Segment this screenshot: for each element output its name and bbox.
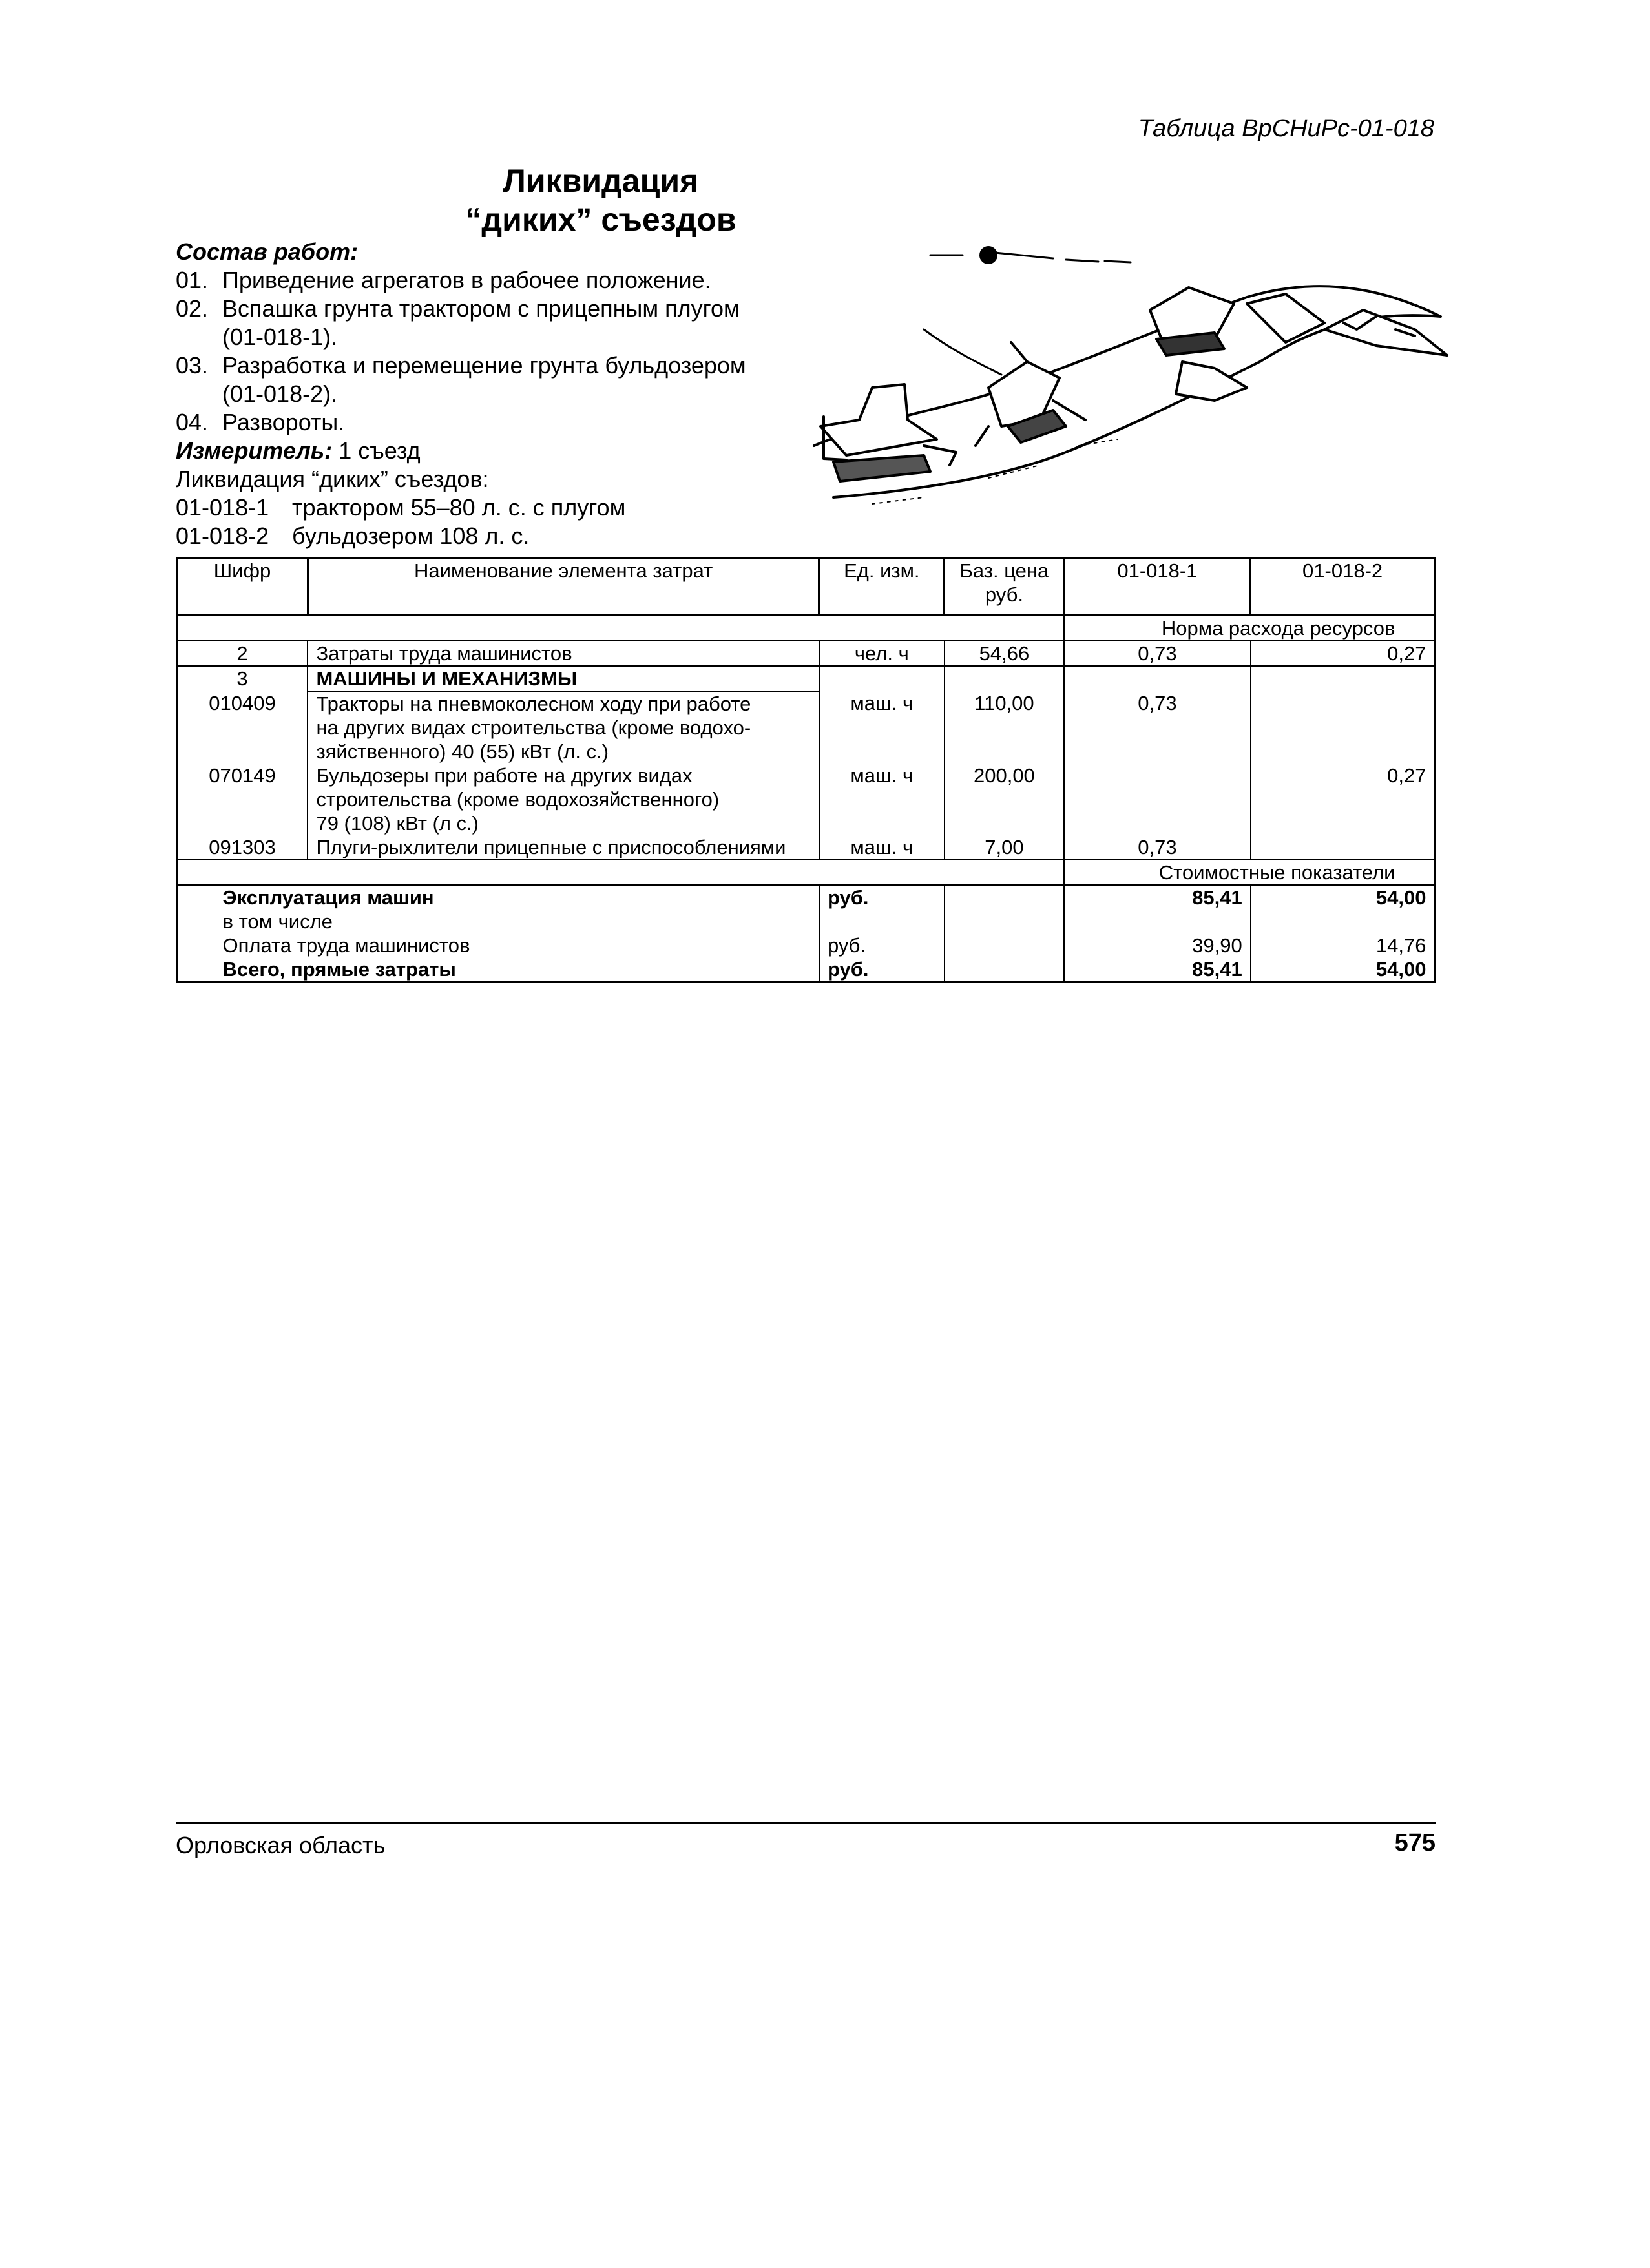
empty-cell	[945, 885, 1064, 910]
cost-variant-2: 14,76	[1251, 933, 1435, 957]
row-variant-1: 0,73	[1064, 835, 1251, 860]
row-name	[308, 691, 819, 764]
row-variant-1	[1064, 764, 1251, 835]
cost-name: в том числе	[177, 910, 819, 933]
meter-line	[176, 437, 822, 465]
header-price-line2: руб.	[985, 583, 1023, 606]
variant-text: трактором 55–80 л. с. с плугом	[292, 494, 626, 521]
row-variant-2: 0,27	[1251, 641, 1435, 666]
header-variant-2: 01-018-2	[1251, 558, 1435, 616]
header-name: Наименование элемента затрат	[308, 558, 819, 616]
header-price	[945, 558, 1064, 616]
row-code: 2	[177, 641, 308, 666]
variant-line	[176, 522, 822, 550]
work-item-text: Разработка и перемещение грунта бульдозером	[222, 352, 746, 379]
row-variant-2	[1251, 691, 1435, 764]
row-name-line: зяйственного) 40 (55) кВт (л. с.)	[316, 740, 609, 763]
work-item-num: 04.	[176, 409, 209, 435]
header-unit: Ед. изм.	[819, 558, 945, 616]
work-item	[176, 266, 822, 295]
cost-variant-2	[1251, 910, 1435, 933]
empty-cell	[945, 933, 1064, 957]
table-row	[177, 691, 1435, 764]
cost-unit: руб.	[819, 933, 945, 957]
row-unit: маш. ч	[819, 835, 945, 860]
cost-variant-1: 85,41	[1064, 885, 1251, 910]
footer-divider	[176, 1822, 1436, 1824]
work-item-num: 03.	[176, 352, 209, 379]
work-item	[176, 295, 822, 323]
section-blank	[177, 860, 1065, 885]
row-variant-2	[1251, 835, 1435, 860]
footer-region: Орловская область	[176, 1832, 386, 1858]
machines-heading: МАШИНЫ И МЕХАНИЗМЫ	[308, 666, 819, 691]
header-variant-1: 01-018-1	[1064, 558, 1251, 616]
cost-variant-1: 39,90	[1064, 933, 1251, 957]
row-name-line: строительства (кроме водохозяйственного)	[316, 788, 720, 811]
empty-cell	[945, 910, 1064, 933]
variant-code: 01-018-1	[176, 494, 269, 521]
cost-section-label: Стоимостные показатели	[1064, 860, 1434, 885]
table-reference: Таблица ВрСНиРс-01-018	[1138, 115, 1434, 142]
work-description	[176, 238, 822, 550]
variant-text: бульдозером 108 л. с.	[292, 523, 530, 549]
cost-unit: руб.	[819, 885, 945, 910]
row-price: 7,00	[945, 835, 1064, 860]
table-header-row	[177, 558, 1435, 616]
row-price: 54,66	[945, 641, 1064, 666]
cost-name: Всего, прямые затраты	[177, 957, 819, 983]
row-variant-1: 0,73	[1064, 691, 1251, 764]
row-price: 110,00	[945, 691, 1064, 764]
empty-cell	[819, 666, 945, 691]
empty-cell	[945, 666, 1064, 691]
row-code: 3	[177, 666, 308, 691]
row-name-line: на других видах строительства (кроме водохо-	[316, 716, 751, 739]
row-code: 070149	[177, 764, 308, 835]
row-unit: маш. ч	[819, 764, 945, 835]
table-row	[177, 835, 1435, 860]
row-name: Затраты труда машинистов	[308, 641, 819, 666]
empty-cell	[1064, 666, 1251, 691]
row-unit: маш. ч	[819, 691, 945, 764]
cost-unit	[819, 910, 945, 933]
empty-cell	[1251, 666, 1435, 691]
cost-variant-1: 85,41	[1064, 957, 1251, 983]
cost-table	[176, 557, 1436, 983]
work-item	[176, 408, 822, 437]
meter-label: Измеритель:	[176, 437, 333, 464]
row-code: 091303	[177, 835, 308, 860]
page-number: 575	[1394, 1829, 1436, 1857]
row-name-line: Бульдозеры при работе на других видах	[316, 764, 693, 787]
work-item-text: Вспашка грунта трактором с прицепным плугом	[222, 295, 740, 322]
title-line-2: “диких” съездов	[465, 202, 736, 238]
page-title	[362, 161, 840, 239]
work-item-num: 02.	[176, 295, 209, 322]
variant-code: 01-018-2	[176, 523, 269, 549]
cost-name: Эксплуатация машин	[177, 885, 819, 910]
work-item-cont: (01-018-1).	[222, 324, 338, 350]
norm-section-row	[177, 616, 1435, 641]
cost-section-row	[177, 860, 1435, 885]
work-item	[176, 351, 822, 380]
work-label: Состав работ:	[176, 238, 359, 265]
row-name	[308, 764, 819, 835]
row-unit: чел. ч	[819, 641, 945, 666]
cost-row	[177, 957, 1435, 983]
header-price-line1: Баз. цена	[959, 559, 1049, 582]
row-variant-2: 0,27	[1251, 764, 1435, 835]
title-line-1: Ликвидация	[503, 163, 699, 199]
row-name-line: Тракторы на пневмоколесном ходу при работе	[316, 692, 751, 715]
table-row	[177, 764, 1435, 835]
liquidation-title: Ликвидация “диких” съездов:	[176, 466, 489, 492]
section-blank	[177, 616, 1065, 641]
work-item-cont: (01-018-2).	[222, 380, 338, 407]
work-item-text: Развороты.	[222, 409, 345, 435]
empty-cell	[945, 957, 1064, 983]
row-name-line: 79 (108) кВт (л с.)	[316, 812, 479, 835]
cost-variant-2: 54,00	[1251, 885, 1435, 910]
row-code: 010409	[177, 691, 308, 764]
cost-row	[177, 933, 1435, 957]
cost-row	[177, 885, 1435, 910]
row-price: 200,00	[945, 764, 1064, 835]
variant-line	[176, 494, 822, 522]
meter-value: 1 съезд	[339, 437, 421, 464]
cost-variant-1	[1064, 910, 1251, 933]
header-code: Шифр	[177, 558, 308, 616]
cost-variant-2: 54,00	[1251, 957, 1435, 983]
cost-row	[177, 910, 1435, 933]
bulldozer-illustration	[795, 233, 1460, 536]
work-item-num: 01.	[176, 267, 209, 293]
cost-name: Оплата труда машинистов	[177, 933, 819, 957]
table-row	[177, 666, 1435, 691]
table-row	[177, 641, 1435, 666]
norm-section-label: Норма расхода ресурсов	[1064, 616, 1434, 641]
row-variant-1: 0,73	[1064, 641, 1251, 666]
row-name: Плуги-рыхлители прицепные с приспособлениями	[308, 835, 819, 860]
cost-unit: руб.	[819, 957, 945, 983]
work-item-text: Приведение агрегатов в рабочее положение.	[222, 267, 711, 293]
